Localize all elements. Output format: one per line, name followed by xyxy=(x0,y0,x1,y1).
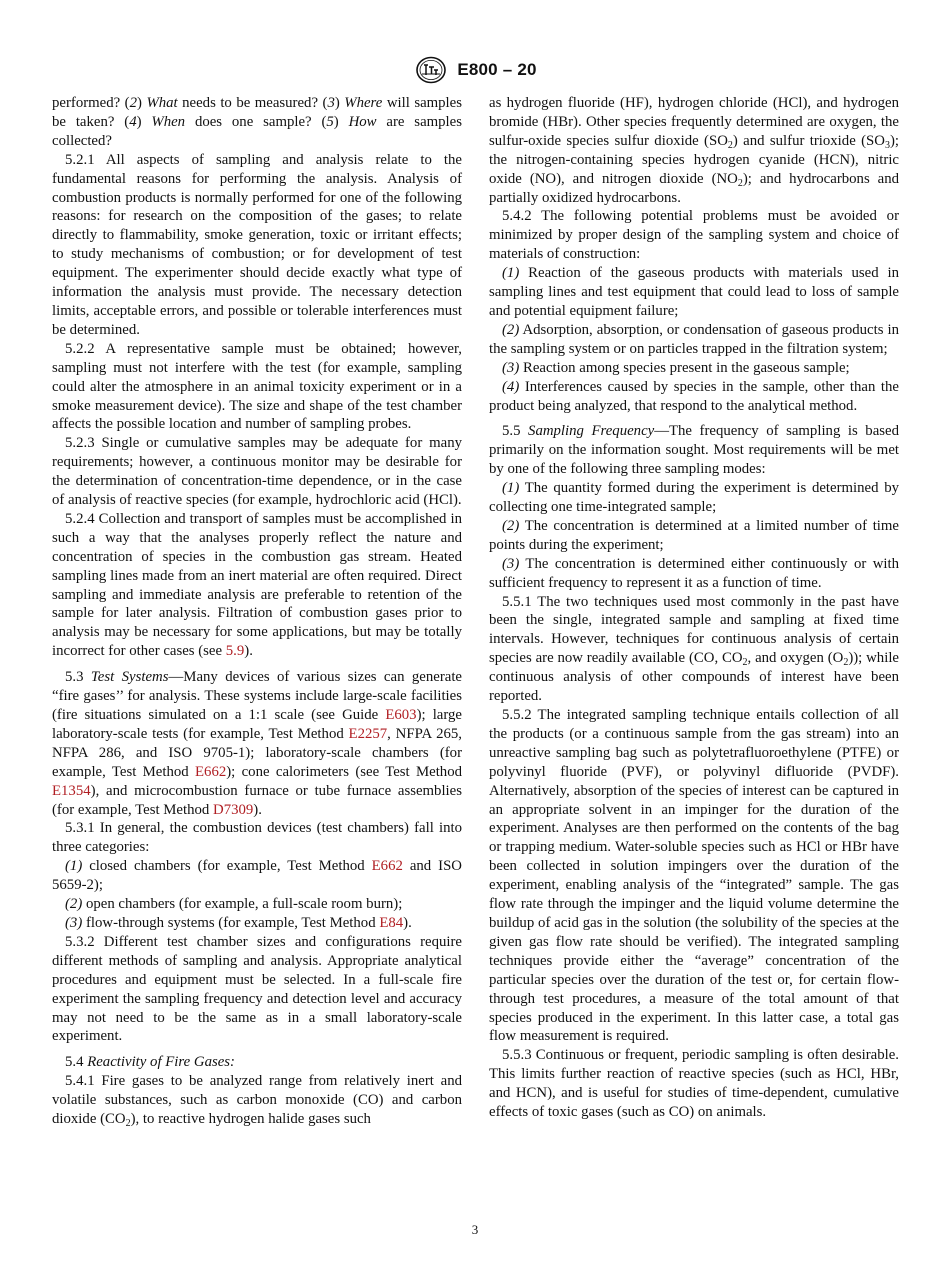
paragraph xyxy=(489,706,899,1046)
text-run: ), to reactive hydrogen halide gases such xyxy=(130,1111,371,1128)
reference-link[interactable]: D7309 xyxy=(213,801,254,818)
text-run: ) xyxy=(333,113,349,130)
reference-link[interactable]: E2257 xyxy=(348,725,388,742)
paragraph xyxy=(52,668,462,819)
italic-text: (3) xyxy=(502,555,520,572)
text-run: —Many devices of various sizes can generate “fire gases’’ for analysis. These systems include large-scale facilities (fire situations simulated on a 1:1 scale (see Guide xyxy=(52,669,462,723)
reference-link[interactable]: E603 xyxy=(385,707,417,723)
subscript: 2 xyxy=(742,657,748,669)
text-run: ) and sulfur trioxide (SO xyxy=(732,132,885,149)
italic-text: Test Systems xyxy=(90,669,169,686)
text-run: The quantity formed during the experiment is determined by collecting one time-integrated sample; xyxy=(489,480,899,516)
paragraph xyxy=(52,94,462,151)
paragraph xyxy=(52,1072,462,1129)
italic-text: (3) xyxy=(502,359,520,376)
text-run: ), and microcombustion furnace or tube furnace assemblies (for example, Test Method xyxy=(52,782,462,818)
italic-text: 3 xyxy=(327,95,335,111)
reference-link[interactable]: E662 xyxy=(195,763,227,780)
text-run: 5.2.2 A representative sample must be obtained; however, sampling must not interfere with the test (for example, sampling could alter the atmosphere in an animal toxicity experiment or in a smoke measurement device). The size and shape of the test chamber affects the possible location and number of sampling probes. xyxy=(52,340,462,433)
subscript: 3 xyxy=(884,139,890,151)
text-run: ); cone calorimeters (see Test Method xyxy=(226,763,463,780)
text-run: ) xyxy=(137,95,147,111)
paragraph xyxy=(489,94,899,207)
paragraph xyxy=(489,264,899,321)
italic-text: 5 xyxy=(326,113,334,130)
text-run: Interferences caused by species in the sample, other than the product being analyzed, that respond to the analytical method. xyxy=(489,378,899,414)
italic-text: When xyxy=(151,113,186,130)
astm-logo-icon xyxy=(413,56,449,84)
text-run: 5.3.1 In general, the combustion devices (test chambers) fall into three categories: xyxy=(52,820,462,856)
text-run: , and oxygen (O xyxy=(747,650,844,667)
reference-link[interactable]: E662 xyxy=(371,858,403,875)
italic-text: (2) xyxy=(502,321,520,338)
page-header xyxy=(0,56,950,86)
italic-text: (1) xyxy=(65,858,83,875)
text-run: ). xyxy=(244,643,253,660)
text-run: ) xyxy=(136,113,152,130)
text-run: will samples be taken? ( xyxy=(52,95,462,130)
page-number: 3 xyxy=(471,1222,479,1237)
text-run: The concentration is determined at a limited number of time points during the experiment; xyxy=(489,517,899,553)
text-run: flow-through systems (for example, Test Method xyxy=(82,914,380,931)
text-run: , NFPA 265, NFPA 286, and ISO 9705-1); laboratory-scale chambers (for example, Test Method xyxy=(52,725,462,780)
text-run: 5.4.1 Fire gases to be analyzed range from relatively inert and volatile substances, such as carbon monoxide (CO) and carbon dioxide (CO xyxy=(52,1073,462,1128)
text-run: 5.2.1 All aspects of sampling and analysis relate to the fundamental reasons for performing the analysis. Analysis of combustion products is normally performed for one of the following reasons: for research on the composition of the gases; to relate directly to flammability, smoke generation, toxic or irritant effects; to study mechanisms of combustion; or for development of test equipment. The experimenter should decide exactly what type of information the analysis must provide. The necessary detection limits, acceptable errors, and possible or tolerable interferences must be determined. xyxy=(52,151,462,338)
text-run: open chambers (for example, a full-scale room burn); xyxy=(82,896,403,913)
reference-link[interactable]: E84 xyxy=(379,914,404,931)
italic-text: (1) xyxy=(502,480,520,497)
text-run: Adsorption, absorption, or condensation of gaseous products in the sampling system or on particles trapped in the filtration system; xyxy=(489,321,899,357)
text-run: 5.5 xyxy=(502,423,529,440)
italic-text: Reactivity of Fire Gases: xyxy=(87,1054,235,1071)
text-run: 5.5.1 The two techniques used most commonly in the past have been the single, integrated sample and sampling at fixed time intervals. However, techniques for continuous analysis of certain species are now readily available (CO, CO xyxy=(489,593,899,667)
text-run: ) xyxy=(334,95,345,111)
paragraph xyxy=(52,914,462,933)
text-run: and ISO 5659-2); xyxy=(52,858,462,894)
reference-link[interactable]: E1354 xyxy=(52,782,91,799)
text-run: 5.4 xyxy=(65,1054,88,1071)
text-run: closed chambers (for example, Test Method xyxy=(82,858,372,875)
italic-text: (2) xyxy=(65,896,83,913)
paragraph xyxy=(489,321,899,359)
text-run: ). xyxy=(403,914,412,931)
italic-text: What xyxy=(146,95,178,111)
text-run: ); the nitrogen-containing species hydrogen cyanide (HCN), nitric oxide (NO), and nitrogen dioxide (NO xyxy=(489,132,899,187)
paragraph xyxy=(489,479,899,517)
italic-text: (3) xyxy=(65,914,83,931)
paragraph xyxy=(489,378,899,416)
paragraph xyxy=(489,517,899,555)
text-run: 5.3 xyxy=(65,669,91,686)
italic-text: 4 xyxy=(129,113,137,130)
subscript: 2 xyxy=(727,139,733,151)
italic-text: 2 xyxy=(129,95,138,111)
paragraph xyxy=(52,1053,462,1072)
text-run: 5.5.2 The integrated sampling technique entails collection of all the products (or a continuous sample from the gas stream) into an unreactive sampling bag such as polytetrafluoroethylene (PTFE) or polyvinyl fluoride (PVF), or polyvinyl difluoride (PVDF). Alternatively, absorption of the species of interest can be captured in an appropriate solvent in an impinger for the duration of the experiment. Analyses are then performed on the contents of the bag or trapping medium. Water-soluble species such as HCl or HBr have been collected in solution impingers over the duration of the experiment, enabling analysis of the “integrated” sample. The gas flow rate through the impinger and the liquid volume determine the buildup of acid gas in the solution (the solubility of the species at the given gas flow rate should be verified). The integrated sampling techniques provide either the “average” concentration of the particular species over the duration of the test or, for certain flow-through test procedures, a measure of the total amount of that species produced in the experiment. In this latter case, a total gas flow measurement is required. xyxy=(489,707,899,1045)
italic-text: (4) xyxy=(502,378,520,395)
text-run: performed? ( xyxy=(52,95,130,111)
text-run: does one sample? ( xyxy=(185,113,327,130)
italic-text: (2) xyxy=(502,517,520,534)
subscript: 2 xyxy=(737,177,743,189)
text-run: )); while continuous analysis of other compounds of interest have been reported. xyxy=(489,650,899,705)
paragraph xyxy=(52,933,462,1046)
text-run: The concentration is determined either continuously or with sufficient frequency to represent it as a function of time. xyxy=(489,555,899,591)
text-run: ); large laboratory-scale tests (for example, Test Method xyxy=(52,707,462,742)
paragraph xyxy=(489,422,899,479)
text-run: as hydrogen fluoride (HF), hydrogen chloride (HCl), and hydrogen bromide (HBr). Other species frequently determined are oxygen, the sulfur-oxide species sulfur dioxide (SO xyxy=(489,95,899,149)
text-run: Reaction among species present in the gaseous sample; xyxy=(519,359,850,376)
left-column xyxy=(52,94,462,1129)
paragraph xyxy=(52,510,462,661)
text-run: 5.5.3 Continuous or frequent, periodic sampling is often desirable. This limits further reaction of reactive species (such as HCl, HBr, and HCN), and is useful for studies of time-dependent, cumulative effects of toxic gases (such as CO) on animals. xyxy=(489,1047,899,1121)
text-run: are samples collected? xyxy=(52,113,462,149)
paragraph xyxy=(489,593,899,706)
paragraph xyxy=(489,359,899,378)
paragraph xyxy=(52,340,462,435)
reference-link[interactable]: 5.9 xyxy=(225,643,245,660)
text-run: ). xyxy=(253,801,262,818)
italic-text: Where xyxy=(344,95,383,111)
text-run: 5.2.3 Single or cumulative samples may be adequate for many requirements; however, a continuous monitor may be desirable for the determination of concentration-time dependence, or in the case of analysis of reactive species (for example, hydrochloric acid (HCl). xyxy=(52,435,462,509)
paragraph xyxy=(489,207,899,264)
paragraph xyxy=(52,434,462,510)
italic-text: Sampling Frequency xyxy=(528,423,655,440)
text-run: 5.3.2 Different test chamber sizes and configurations require different methods of sampling and analysis. Appropriate analytical procedures and equipment must be selected. In a full-scale fire experiment the sampling frequency and detection level and accuracy may not need to be the same as in a small laboratory-scale experiment. xyxy=(52,933,462,1045)
text-run: Reaction of the gaseous products with materials used in sampling lines and test equipment that could lead to loss of sample and potential equipment failure; xyxy=(489,265,899,319)
text-run: 5.2.4 Collection and transport of samples must be accomplished in such a way that the analyses properly reflect the nature and concentration of species in the combustion gas stream. Heated sampling lines made from an inert material are often required. Direct sampling and immediate analysis are preferable to retention of the sample for later analysis. Filtration of combustion gases prior to analysis may be necessary for some applications, but may be totally incorrect for other cases (see xyxy=(52,510,462,660)
subscript: 2 xyxy=(843,657,849,669)
paragraph xyxy=(52,857,462,895)
text-run: needs to be measured? ( xyxy=(177,95,328,111)
paragraph xyxy=(489,555,899,593)
right-column xyxy=(489,94,899,1122)
paragraph xyxy=(52,151,462,340)
italic-text: How xyxy=(348,113,377,130)
subscript: 2 xyxy=(125,1118,131,1130)
paragraph xyxy=(52,895,462,914)
text-run: 5.4.2 The following potential problems must be avoided or minimized by proper design of the sampling system and choice of materials of construction: xyxy=(489,208,899,263)
paragraph xyxy=(489,1046,899,1122)
paragraph xyxy=(52,819,462,857)
text-run: —The frequency of sampling is based primarily on the information sought. Most requirements will be met by one of the following three sampling modes: xyxy=(489,423,899,478)
text-run: ); and hydrocarbons and partially oxidized hydrocarbons. xyxy=(489,170,900,206)
document-id: E800 – 20 xyxy=(457,60,537,79)
italic-text: (1) xyxy=(502,265,520,282)
